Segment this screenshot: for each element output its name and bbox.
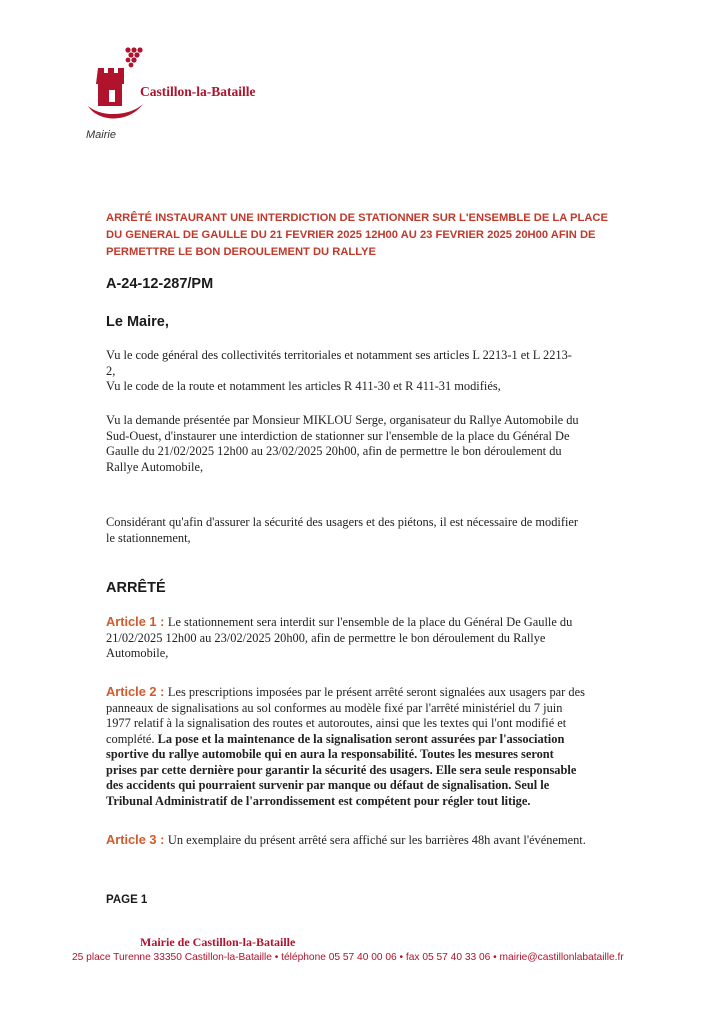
article-bold-text: prises par cette dernière pour garantir la sécurité des usagers. Elle sera seule responsable: [106, 762, 577, 777]
title-line: DU GENERAL DE GAULLE DU 21 FEVRIER 2025 12H00 AU 23 FEVRIER 2025 20H00 AFIN DE: [106, 229, 596, 241]
considerant-paragraph: [106, 515, 676, 546]
text-line: Vu le code général des collectivités territoriales et notamment ses articles L 2213-1 et L 2213-: [106, 348, 572, 362]
article-sep: :: [156, 684, 168, 699]
text-line: Sud-Ouest, d'instaurer une interdiction de stationner sur l'ensemble de la place du Général De: [106, 428, 570, 443]
text-line: Considérant qu'afin d'assurer la sécurité des usagers et des piétons, il est nécessaire de modifier: [106, 515, 579, 529]
text-line: Gaulle du 21/02/2025 12h00 au 23/02/2025 20h00, afin de permettre le bon déroulement du: [106, 444, 562, 458]
text-line: Automobile,: [106, 646, 169, 660]
vu-paragraph-2: Vu le code de la route et notamment les articles R 411-30 et R 411-31 modifiés,: [106, 379, 501, 393]
footer-name: Mairie de Castillon-la-Bataille: [140, 935, 296, 949]
arrete-heading: ARRÊTÉ: [106, 580, 166, 596]
footer-address: 25 place Turenne 33350 Castillon-la-Bataille • téléphone 05 57 40 00 06 • fax 05 57 40 33 06 • mairie@castillonlabataille.fr: [72, 952, 624, 963]
maire-heading: Le Maire,: [106, 314, 169, 330]
article-text: Le stationnement sera interdit sur l'ensemble de la place du Général De Gaulle du: [167, 615, 573, 629]
article-text: complété.: [106, 731, 158, 746]
text-line: Rallye Automobile,: [106, 459, 204, 474]
brand-name: Castillon-la-Bataille: [140, 84, 256, 99]
article-label: Article 2: [106, 684, 157, 699]
text-line: [106, 684, 676, 701]
article-bold-text: des accidents qui pourraient survenir par manque ou défaut de signalisation. Seul le: [106, 778, 550, 792]
text-line: [106, 614, 676, 631]
text-line: panneaux de signalisations au sol conformes au modèle fixé par l'arrêté ministériel du 7 juin: [106, 700, 563, 715]
vu-paragraph-1: [106, 348, 676, 379]
mairie-label: Mairie: [86, 129, 116, 141]
article-sep: :: [156, 614, 168, 629]
text-line: [106, 747, 676, 763]
article-label: Article 1: [106, 614, 157, 629]
article-label: Article 3: [106, 832, 157, 847]
article-1: [106, 614, 676, 662]
text-line: Vu la demande présentée par Monsieur MIKLOU Serge, organisateur du Rallye Automobile du: [106, 413, 579, 427]
castle-grapes-icon: [88, 44, 143, 124]
text-line: [106, 794, 676, 810]
article-3: [106, 832, 676, 849]
text-line: [106, 732, 676, 748]
title-line: ARRÊTÉ INSTAURANT UNE INTERDICTION DE STATIONNER SUR L'ENSEMBLE DE LA PLACE: [106, 212, 608, 224]
text-line: [106, 778, 676, 794]
reference-number: A-24-12-287/PM: [106, 276, 214, 292]
article-text: Un exemplaire du présent arrêté sera affiché sur les barrières 48h avant l'événement.: [167, 833, 586, 847]
text-line: le stationnement,: [106, 530, 191, 545]
text-line: 1977 relatif à la signalisation des routes et autoroutes, ainsi que les textes qui l'ont modifié et: [106, 716, 567, 730]
title-line: PERMETTRE LE BON DEROULEMENT DU RALLYE: [106, 246, 376, 258]
text-line: [106, 763, 676, 779]
article-text: Les prescriptions imposées par le présent arrêté seront signalées aux usagers par des: [167, 685, 585, 699]
article-bold-text: Tribunal Administratif de l'arrondissement est compétent pour régler tout litige.: [106, 793, 531, 808]
text-line: 21/02/2025 12h00 au 23/02/2025 20h00, afin de permettre le bon déroulement du Rallye: [106, 630, 546, 645]
header-logo: [78, 44, 318, 154]
text-line: 2,: [106, 363, 116, 378]
article-bold-text: La pose et la maintenance de la signalisation seront assurées par l'association: [157, 731, 565, 746]
article-sep: :: [156, 832, 168, 847]
document-title: [106, 210, 676, 261]
page-number: PAGE 1: [106, 894, 148, 906]
article-2: [106, 684, 676, 809]
article-bold-text: sportive du rallye automobile qui en aura la responsabilité. Toutes les mesures seront: [106, 747, 554, 761]
demande-paragraph: [106, 413, 676, 475]
